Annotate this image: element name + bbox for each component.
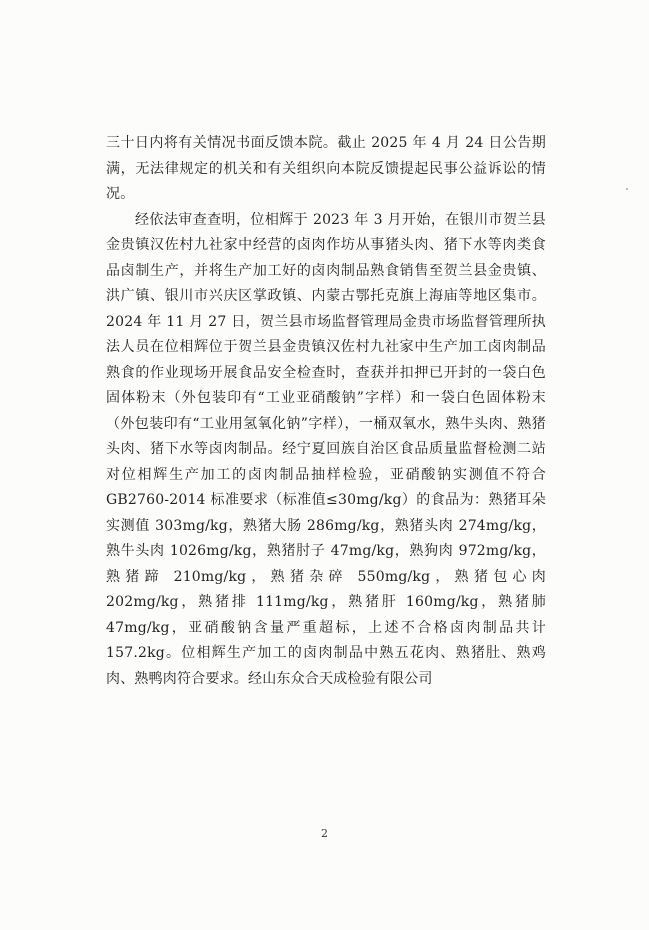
document-body [106,131,546,692]
page-number: 2 [321,827,328,840]
scan-speck [626,188,628,190]
paragraph-findings: 经依法审查查明，位相辉于 2023 年 3 月开始，在银川市贺兰县金贵镇汉佐村九社家中经营的卤肉作坊从事猪头肉、猪下水等肉类食品卤制生产，并将生产加工好的卤肉制品熟食销售至贺兰县金贵镇、洪广镇、银川市兴庆区掌政镇、内蒙古鄂托克旗上海庙等地区集市。2024 年 11 月 27 日，贺兰县市场监督管理局金贵市场监督管理所执法人员在位相辉位于贺兰县金贵镇汉佐村九社家中生产加工卤肉制品熟食的作业现场开展食品安全检查时，查获并扣押已开封的一袋白色固体粉末（外包装印有“工业亚硝酸钠”字样）和一袋白色固体粉末（外包装印有“工业用氢氧化钠”字样），一桶双氧水，熟牛头肉、熟猪头肉、猪下水等卤肉制品。经宁夏回族自治区食品质量监督检测二站对位相辉生产加工的卤肉制品抽样检验，亚硝酸钠实测值不符合 GB2760-2014 标准要求（标准值≤30mg/kg）的食品为：熟猪耳朵实测值 303mg/kg，熟猪大肠 286mg/kg，熟猪头肉 274mg/kg，熟牛头肉 1026mg/kg，熟猪肘子 47mg/kg，熟狗肉 972mg/kg，熟猪蹄 210mg/kg，熟猪杂碎 550mg/kg，熟猪包心肉 202mg/kg，熟猪排 111mg/kg，熟猪肝 160mg/kg，熟猪肺 47mg/kg，亚硝酸钠含量严重超标，上述不合格卤肉制品共计 157.2kg。位相辉生产加工的卤肉制品中熟五花肉、熟猪肚、熟鸡肉、熟鸭肉符合要求。经山东众合天成检验有限公司 [106,211,546,687]
paragraph-continuation: 三十日内将有关情况书面反馈本院。截止 2025 年 4 月 24 日公告期满，无法律规定的机关和有关组织向本院反馈提起民事公益诉讼的情况。 [106,135,546,202]
